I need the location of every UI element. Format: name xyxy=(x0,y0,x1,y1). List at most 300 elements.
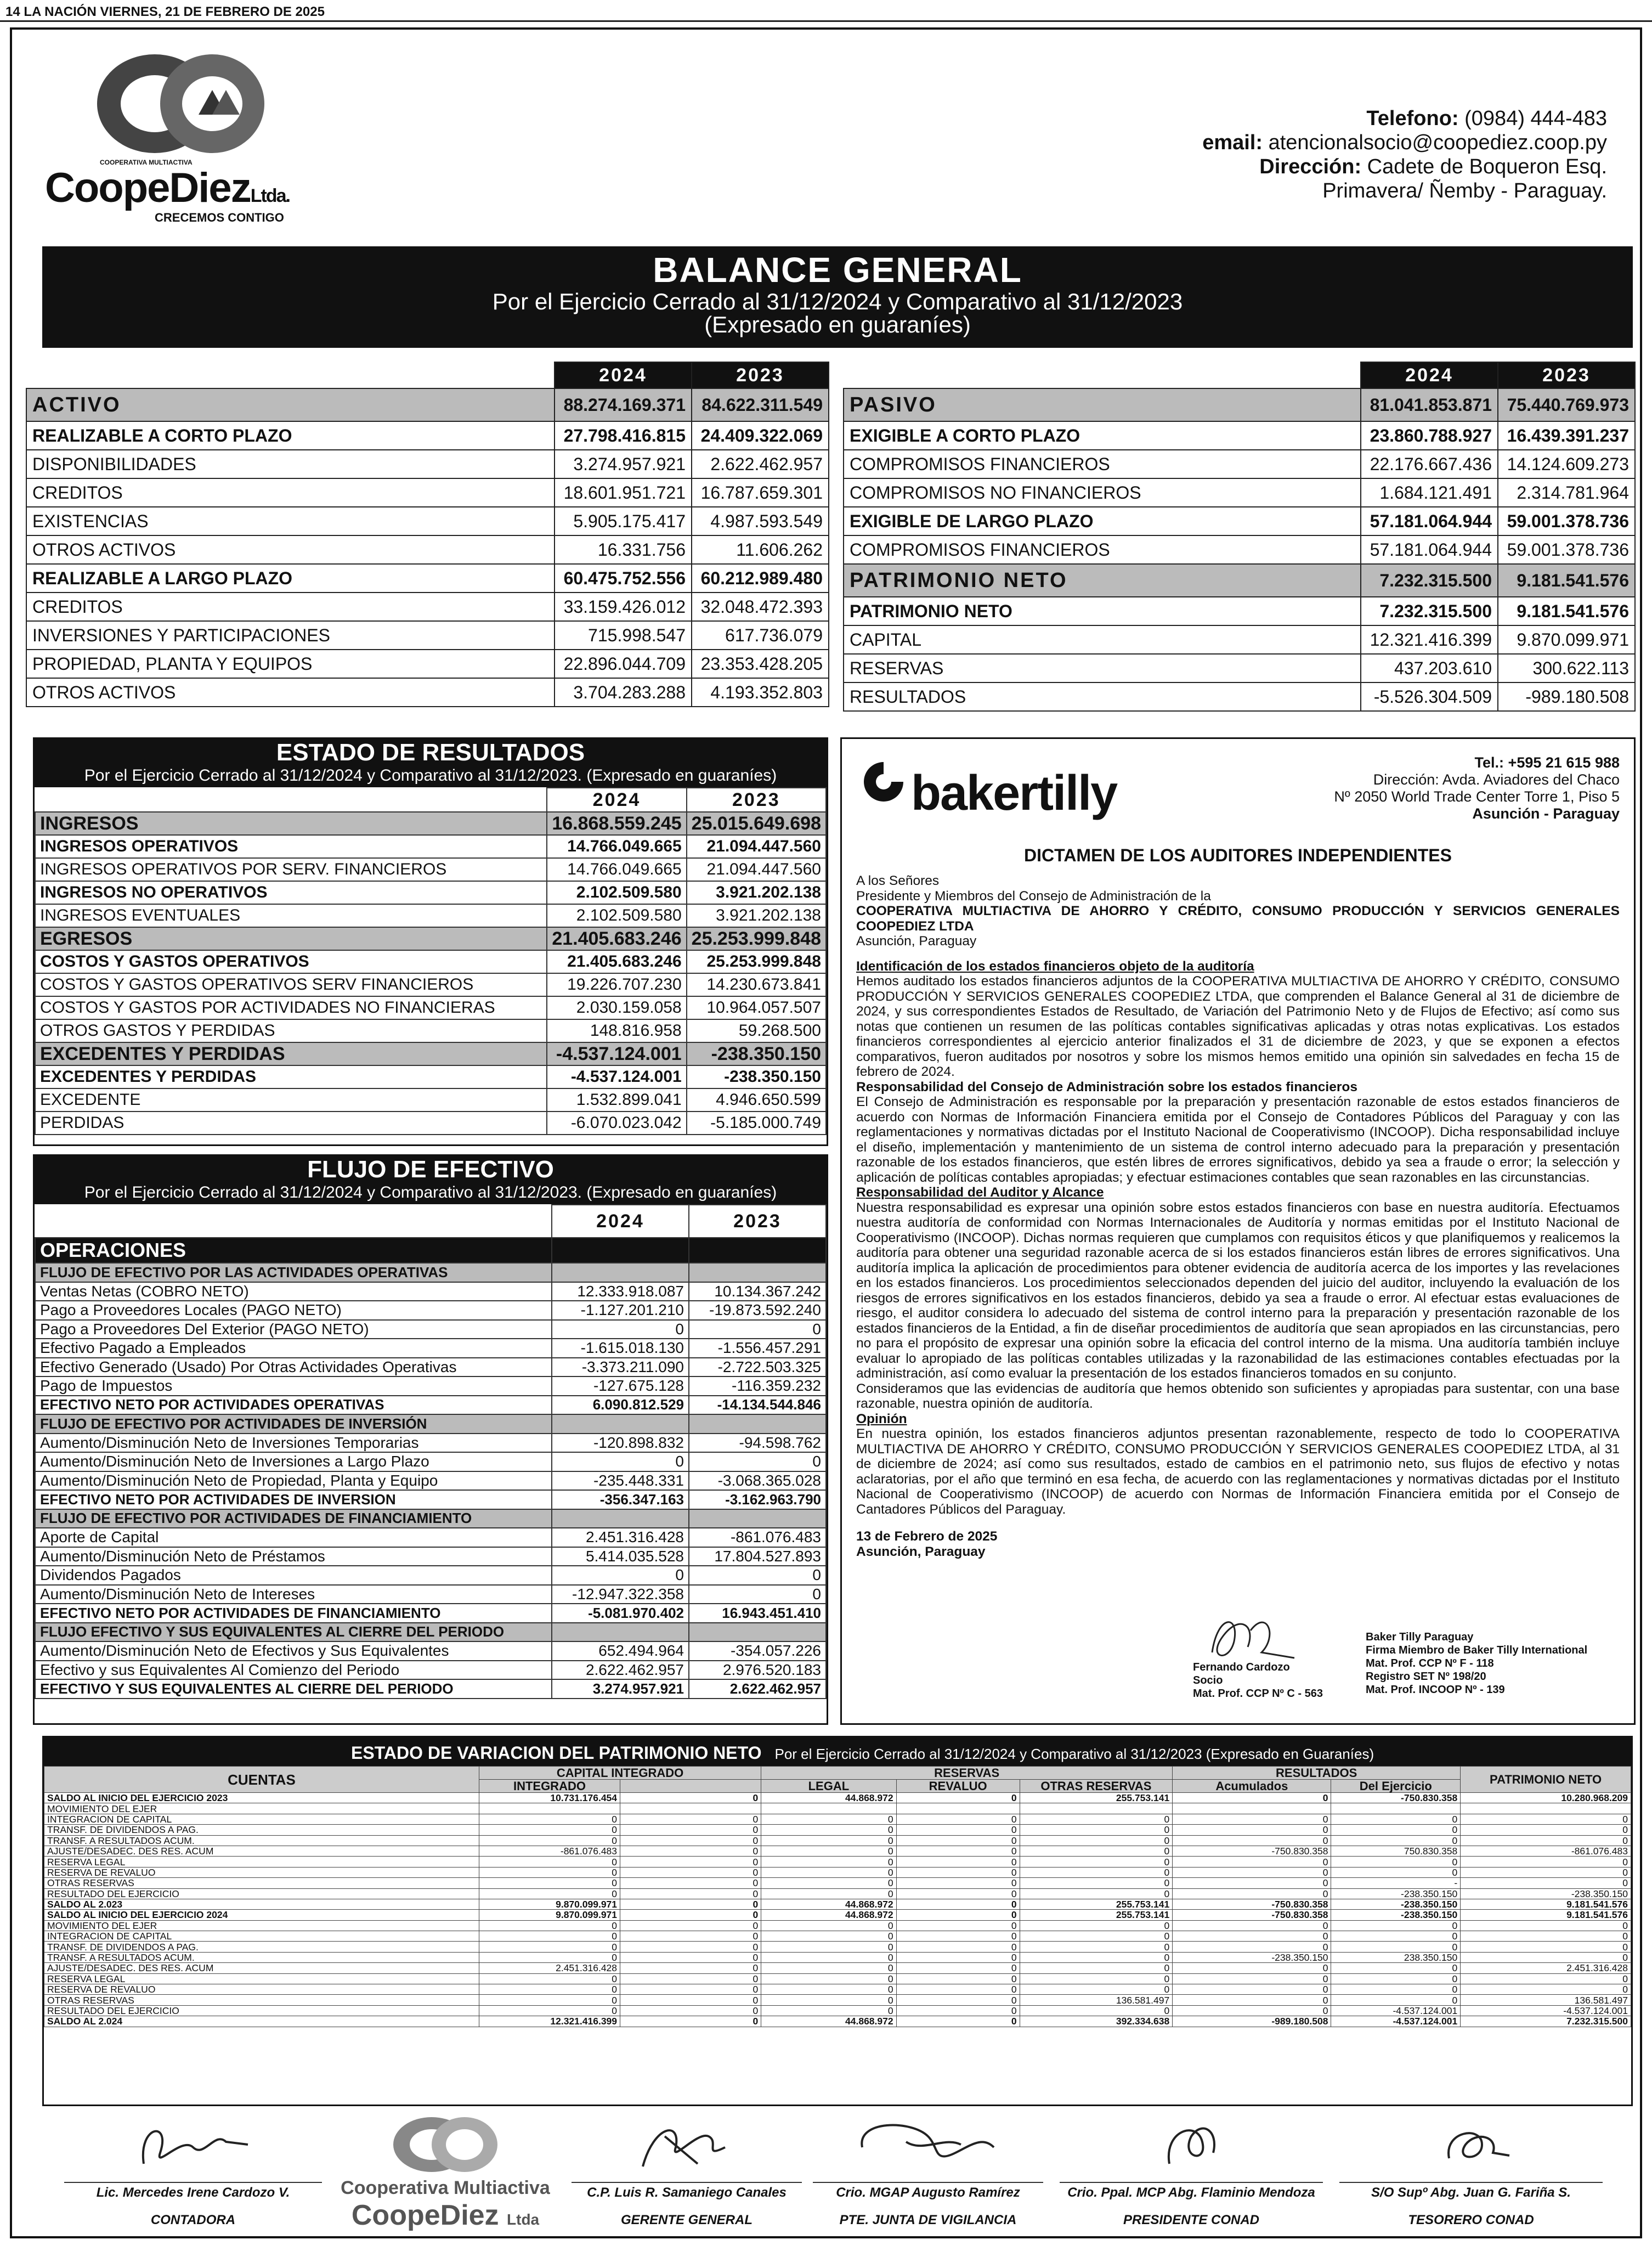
resultados-row-10-2024: -4.537.124.001 xyxy=(547,1042,686,1065)
variacion-row-2-col-2: 0 xyxy=(761,1814,896,1824)
flujo-row-9-2024: -120.898.832 xyxy=(552,1434,689,1453)
resultados-row-0-label: INGRESOS xyxy=(35,812,547,835)
pasivo-panel xyxy=(843,362,1636,712)
flujo-row-10 xyxy=(35,1452,826,1471)
variacion-row-7-col-4: 0 xyxy=(1020,1867,1173,1877)
flujo-row-11 xyxy=(35,1471,826,1491)
variacion-row-10-col-4: 255.753.141 xyxy=(1020,1899,1173,1909)
balance-subtitle: Por el Ejercicio Cerrado al 31/12/2024 y Comparativo al 31/12/2023 xyxy=(492,289,1183,314)
auditor-heading-1: Identificación de los estados financieros objeto de la auditoría xyxy=(856,958,1254,974)
activo-row-9-2023: 4.193.352.803 xyxy=(692,678,829,707)
auditor-title: DICTAMEN DE LOS AUDITORES INDEPENDIENTES xyxy=(1024,845,1452,865)
variacion-row-2-col-0: 0 xyxy=(479,1814,620,1824)
variacion-row-18-col-3: 0 xyxy=(896,1984,1020,1995)
variacion-row-1-label: MOVIMIENTO DEL EJER xyxy=(44,1803,479,1814)
resultados-title: ESTADO DE RESULTADOS xyxy=(276,739,585,766)
variacion-row-14-col-5: 0 xyxy=(1173,1942,1331,1952)
pasivo-table xyxy=(843,362,1636,712)
pasivo-year-2023: 2023 xyxy=(1498,362,1635,388)
variacion-row-8-col-1: 0 xyxy=(620,1878,761,1888)
resultados-row-5-2023: 25.253.999.848 xyxy=(687,927,826,950)
variacion-row-16-col-5: 0 xyxy=(1173,1963,1331,1973)
flujo-row-19 xyxy=(35,1623,826,1642)
signature-presidente-role: PRESIDENTE CONAD xyxy=(1123,2213,1260,2227)
variacion-row-9-label: RESULTADO DEL EJERCICIO xyxy=(44,1888,479,1899)
variacion-row-2-col-3: 0 xyxy=(896,1814,1020,1824)
activo-title: ACTIVO xyxy=(26,388,555,421)
flujo-row-0-2023 xyxy=(689,1263,826,1282)
flujo-row-6 xyxy=(35,1376,826,1396)
activo-row-2-2023: 16.787.659.301 xyxy=(692,478,829,507)
variacion-row-18-col-6: 0 xyxy=(1331,1984,1461,1995)
flujo-row-13-2024 xyxy=(552,1509,689,1528)
resultados-year-2023: 2023 xyxy=(687,788,826,812)
variacion-row-13-col-2: 0 xyxy=(761,1931,896,1942)
variacion-row-0-col-2: 44.868.972 xyxy=(761,1793,896,1803)
activo-row-3-label: EXISTENCIAS xyxy=(26,507,555,535)
resultados-row-4 xyxy=(35,904,826,927)
variacion-row-19 xyxy=(44,1995,1631,2005)
activo-row-5-2024: 60.475.752.556 xyxy=(555,564,692,593)
variacion-row-10-col-5: -750.830.358 xyxy=(1173,1899,1331,1909)
variacion-header-cuentas: CUENTAS xyxy=(44,1767,479,1793)
resultados-row-1-2024: 14.766.049.665 xyxy=(547,835,686,858)
flujo-row-13 xyxy=(35,1509,826,1528)
variacion-row-19-col-6: 0 xyxy=(1331,1995,1461,2005)
variacion-row-11-col-0: 9.870.099.971 xyxy=(479,1910,620,1920)
variacion-row-19-col-0: 0 xyxy=(479,1995,620,2005)
variacion-row-19-col-4: 136.581.497 xyxy=(1020,1995,1173,2005)
flujo-row-6-label: Pago de Impuestos xyxy=(35,1376,552,1396)
variacion-row-6 xyxy=(44,1857,1631,1867)
flujo-row-10-2023: 0 xyxy=(689,1452,826,1471)
variacion-row-1-col-6 xyxy=(1331,1803,1461,1814)
auditor-firm-incoop: Mat. Prof. INCOOP Nº - 139 xyxy=(1366,1684,1505,1696)
variacion-row-7 xyxy=(44,1867,1631,1877)
variacion-row-4-col-7: 0 xyxy=(1461,1835,1631,1846)
flujo-row-7-label: EFECTIVO NETO POR ACTIVIDADES OPERATIVAS xyxy=(35,1396,552,1415)
variacion-row-4 xyxy=(44,1835,1631,1846)
resultados-row-5-2024: 21.405.683.246 xyxy=(547,927,686,950)
activo-total-2023: 84.622.311.549 xyxy=(692,388,829,421)
flujo-row-12-2024: -356.347.163 xyxy=(552,1490,689,1509)
activo-row-6-2024: 33.159.426.012 xyxy=(555,593,692,621)
activo-row-4-2024: 16.331.756 xyxy=(555,535,692,564)
variacion-row-14-col-0: 0 xyxy=(479,1942,620,1952)
variacion-row-0-col-4: 255.753.141 xyxy=(1020,1793,1173,1803)
resultados-row-9-label: OTROS GASTOS Y PERDIDAS xyxy=(35,1019,547,1042)
page-header: 14 LA NACIÓN VIERNES, 21 DE FEBRERO DE 2025 xyxy=(0,0,1652,22)
variacion-row-8-label: OTRAS RESERVAS xyxy=(44,1878,479,1888)
document-frame xyxy=(10,27,1642,2238)
auditor-salutation2: Presidente y Miembros del Consejo de Administración de la xyxy=(856,888,1211,904)
variacion-row-20-col-4: 0 xyxy=(1020,2005,1173,2016)
variacion-row-0-col-6: -750.830.358 xyxy=(1331,1793,1461,1803)
variacion-row-21-col-6: -4.537.124.001 xyxy=(1331,2016,1461,2027)
activo-row-2-label: CREDITOS xyxy=(26,478,555,507)
activo-row-6-2023: 32.048.472.393 xyxy=(692,593,829,621)
patrimonio-total-2023: 9.181.541.576 xyxy=(1498,564,1635,597)
variacion-row-15-col-0: 0 xyxy=(479,1952,620,1962)
variacion-row-8 xyxy=(44,1878,1631,1888)
flujo-row-9-label: Aumento/Disminución Neto de Inversiones Temporarias xyxy=(35,1434,552,1453)
flujo-row-19-label: FLUJO EFECTIVO Y SUS EQUIVALENTES AL CIERRE DEL PERIODO xyxy=(35,1623,552,1642)
variacion-row-12-col-2: 0 xyxy=(761,1920,896,1931)
flujo-row-6-2024: -127.675.128 xyxy=(552,1376,689,1396)
flujo-row-1-label: Ventas Netas (COBRO NETO) xyxy=(35,1282,552,1301)
pasivo-row-3-label: EXIGIBLE DE LARGO PLAZO xyxy=(844,507,1361,535)
variacion-row-3-col-3: 0 xyxy=(896,1825,1020,1835)
variacion-subtitle: Por el Ejercicio Cerrado al 31/12/2024 y Comparativo al 31/12/2023 (Expresado en Guaraníes) xyxy=(774,1746,1374,1762)
variacion-row-8-col-7: 0 xyxy=(1461,1878,1631,1888)
signature-contadora-icon xyxy=(122,2114,264,2175)
flujo-row-3 xyxy=(35,1320,826,1339)
variacion-row-18-col-0: 0 xyxy=(479,1984,620,1995)
variacion-row-20-col-6: -4.537.124.001 xyxy=(1331,2005,1461,2016)
patrimonio-row-3-label: RESULTADOS xyxy=(844,682,1361,711)
variacion-row-18-col-5: 0 xyxy=(1173,1984,1331,1995)
flujo-row-16-label: Dividendos Pagados xyxy=(35,1566,552,1585)
auditor-addr3: Asunción - Paraguay xyxy=(1472,805,1620,822)
variacion-row-11-col-5: -750.830.358 xyxy=(1173,1910,1331,1920)
variacion-row-17-col-5: 0 xyxy=(1173,1973,1331,1984)
stamp-logo-icon xyxy=(391,2114,500,2175)
activo-row-7-2023: 617.736.079 xyxy=(692,621,829,650)
activo-row-0-2023: 24.409.322.069 xyxy=(692,421,829,450)
pasivo-total-2023: 75.440.769.973 xyxy=(1498,388,1635,421)
resultados-row-8-label: COSTOS Y GASTOS POR ACTIVIDADES NO FINANCIERAS xyxy=(35,996,547,1019)
variacion-row-6-col-6: 0 xyxy=(1331,1857,1461,1867)
signature-tesorero-icon xyxy=(1422,2114,1520,2175)
variacion-row-6-col-4: 0 xyxy=(1020,1857,1173,1867)
variacion-row-3-col-0: 0 xyxy=(479,1825,620,1835)
email-label: email: xyxy=(1202,131,1263,154)
resultados-row-11-2023: -238.350.150 xyxy=(687,1065,826,1088)
variacion-row-13-col-3: 0 xyxy=(896,1931,1020,1942)
bakertilly-brand: bakertilly xyxy=(911,766,1117,821)
variacion-row-19-col-7: 136.581.497 xyxy=(1461,1995,1631,2005)
stamp-line3: Ltda xyxy=(507,2211,540,2228)
variacion-row-12-col-6: 0 xyxy=(1331,1920,1461,1931)
patrimonio-row-2-2024: 437.203.610 xyxy=(1361,654,1498,682)
variacion-row-5-col-5: -750.830.358 xyxy=(1173,1846,1331,1856)
variacion-header-capital: CAPITAL INTEGRADO xyxy=(479,1767,761,1780)
variacion-row-6-col-7: 0 xyxy=(1461,1857,1631,1867)
resultados-row-0-2023: 25.015.649.698 xyxy=(687,812,826,835)
address-line1: Cadete de Boqueron Esq. xyxy=(1361,155,1607,178)
variacion-row-13-col-4: 0 xyxy=(1020,1931,1173,1942)
variacion-row-5-col-2: 0 xyxy=(761,1846,896,1856)
variacion-row-17-col-0: 0 xyxy=(479,1973,620,1984)
variacion-row-14-col-2: 0 xyxy=(761,1942,896,1952)
resultados-subtitle: Por el Ejercicio Cerrado al 31/12/2024 y Comparativo al 31/12/2023. (Expresado en guaraníes) xyxy=(84,766,777,785)
resultados-row-1-label: INGRESOS OPERATIVOS xyxy=(35,835,547,858)
variacion-row-1-col-3 xyxy=(896,1803,1020,1814)
variacion-row-12 xyxy=(44,1920,1631,1931)
pasivo-title: PASIVO xyxy=(844,388,1361,421)
flujo-row-18-2024: -5.081.970.402 xyxy=(552,1604,689,1623)
variacion-row-4-label: TRANSF. A RESULTADOS ACUM. xyxy=(44,1835,479,1846)
flujo-row-15-2023: 17.804.527.893 xyxy=(689,1547,826,1566)
flujo-row-14-2024: 2.451.316.428 xyxy=(552,1528,689,1547)
variacion-row-8-col-4: 0 xyxy=(1020,1878,1173,1888)
flujo-row-17 xyxy=(35,1585,826,1604)
patrimonio-row-3-2024: -5.526.304.509 xyxy=(1361,682,1498,711)
auditor-paragraph-4: En nuestra opinión, los estados financieros adjuntos presentan razonablemente, respecto de todo lo COOPERATIVA MULTIACTIVA DE AHORRO Y CRÉDITO, CONSUMO PRODUCCIÓN Y SERVICIOS GENERALES COOPEDIEZ LTDA, al 31 de diciembre de 2024; así como sus resultados, estado de cambios en el patrimonio neto, sus flujos de efectivo y notas aclaratorias, por el año que terminó en esa fecha, de acuerdo con las reglamentaciones y normativas dictadas por el Instituto Nacional de Cooperativismo (INCOOP) de acuerdo con Normas de Información Financiera emitida por el Consejo de Cantadores Públicos del Paraguay. xyxy=(856,1426,1620,1517)
variacion-row-9-col-3: 0 xyxy=(896,1888,1020,1899)
activo-row-0-2024: 27.798.416.815 xyxy=(555,421,692,450)
pasivo-year-2024: 2024 xyxy=(1361,362,1498,388)
resultados-row-8 xyxy=(35,996,826,1019)
variacion-row-0 xyxy=(44,1793,1631,1803)
auditor-heading-3: Responsabilidad del Auditor y Alcance xyxy=(856,1185,1104,1200)
variacion-row-13 xyxy=(44,1931,1631,1942)
auditor-firm-member: Firma Miembro de Baker Tilly International xyxy=(1366,1644,1588,1656)
patrimonio-row-0-label: PATRIMONIO NETO xyxy=(844,597,1361,625)
variacion-row-4-col-4: 0 xyxy=(1020,1835,1173,1846)
pasivo-row-2-label: COMPROMISOS NO FINANCIEROS xyxy=(844,478,1361,507)
flujo-row-15-label: Aumento/Disminución Neto de Préstamos xyxy=(35,1547,552,1566)
flujo-row-11-2023: -3.068.365.028 xyxy=(689,1471,826,1491)
activo-row-0-label: REALIZABLE A CORTO PLAZO xyxy=(26,421,555,450)
resultados-row-2-label: INGRESOS OPERATIVOS POR SERV. FINANCIEROS xyxy=(35,858,547,881)
variacion-row-7-label: RESERVA DE REVALUO xyxy=(44,1867,479,1877)
variacion-row-9-col-2: 0 xyxy=(761,1888,896,1899)
variacion-row-13-col-6: 0 xyxy=(1331,1931,1461,1942)
variacion-row-16-col-1: 0 xyxy=(620,1963,761,1973)
signature-gerente-icon xyxy=(615,2114,758,2175)
balance-title: BALANCE GENERAL xyxy=(653,250,1022,290)
pasivo-row-1 xyxy=(844,450,1635,478)
flujo-row-16 xyxy=(35,1566,826,1585)
flujo-row-22-label: EFECTIVO Y SUS EQUIVALENTES AL CIERRE DEL PERIODO xyxy=(35,1679,552,1699)
flujo-row-3-2023: 0 xyxy=(689,1320,826,1339)
flujo-row-17-2024: -12.947.322.358 xyxy=(552,1585,689,1604)
signature-vigilancia xyxy=(813,2114,1043,2228)
flujo-row-14-2023: -861.076.483 xyxy=(689,1528,826,1547)
coopediez-stamp xyxy=(319,2114,572,2230)
variacion-row-5-col-4: 0 xyxy=(1020,1846,1173,1856)
auditor-heading-4: Opinión xyxy=(856,1411,907,1426)
variacion-row-9 xyxy=(44,1888,1631,1899)
activo-row-7-2024: 715.998.547 xyxy=(555,621,692,650)
flujo-row-7-2024: 6.090.812.529 xyxy=(552,1396,689,1415)
flujo-row-12-2023: -3.162.963.790 xyxy=(689,1490,826,1509)
patrimonio-row-1-label: CAPITAL xyxy=(844,625,1361,654)
variacion-row-13-col-5: 0 xyxy=(1173,1931,1331,1942)
activo-row-9 xyxy=(26,678,829,707)
flujo-row-1-2024: 12.333.918.087 xyxy=(552,1282,689,1301)
auditor-tel: Tel.: +595 21 615 988 xyxy=(1474,754,1620,771)
pasivo-row-4-2024: 57.181.064.944 xyxy=(1361,535,1498,564)
variacion-row-9-col-7: -238.350.150 xyxy=(1461,1888,1631,1899)
activo-row-3-2023: 4.987.593.549 xyxy=(692,507,829,535)
variacion-row-7-col-7: 0 xyxy=(1461,1867,1631,1877)
variacion-row-11-label: SALDO AL INICIO DEL EJERCICIO 2024 xyxy=(44,1910,479,1920)
pasivo-row-0-2024: 23.860.788.927 xyxy=(1361,421,1498,450)
patrimonio-row-1-2024: 12.321.416.399 xyxy=(1361,625,1498,654)
flujo-row-4-2024: -1.615.018.130 xyxy=(552,1339,689,1358)
auditor-entity: COOPERATIVA MULTIACTIVA DE AHORRO Y CRÉDITO, CONSUMO PRODUCCIÓN Y SERVICIOS GENERALES COOPEDIEZ LTDA xyxy=(856,904,1620,934)
variacion-row-20-col-3: 0 xyxy=(896,2005,1020,2016)
pasivo-row-4-label: COMPROMISOS FINANCIEROS xyxy=(844,535,1361,564)
variacion-header-revaluo: REVALUO xyxy=(896,1780,1020,1793)
variacion-row-11-col-2: 44.868.972 xyxy=(761,1910,896,1920)
variacion-row-18-col-2: 0 xyxy=(761,1984,896,1995)
variacion-row-10-col-2: 44.868.972 xyxy=(761,1899,896,1909)
variacion-row-13-label: INTEGRACION DE CAPITAL xyxy=(44,1931,479,1942)
auditor-city: Asunción, Paraguay xyxy=(856,934,977,949)
variacion-row-20-col-1: 0 xyxy=(620,2005,761,2016)
resultados-row-3-2024: 2.102.509.580 xyxy=(547,881,686,904)
resultados-row-11-2024: -4.537.124.001 xyxy=(547,1065,686,1088)
variacion-row-6-col-3: 0 xyxy=(896,1857,1020,1867)
variacion-row-17-col-1: 0 xyxy=(620,1973,761,1984)
variacion-row-7-col-0: 0 xyxy=(479,1867,620,1877)
activo-total-2024: 88.274.169.371 xyxy=(555,388,692,421)
flujo-row-21-2023: 2.976.520.183 xyxy=(689,1661,826,1680)
variacion-row-8-col-6: - xyxy=(1331,1878,1461,1888)
variacion-row-1-col-1 xyxy=(620,1803,761,1814)
variacion-row-18-col-1: 0 xyxy=(620,1984,761,1995)
signature-contadora-role: CONTADORA xyxy=(150,2213,236,2227)
variacion-row-1-col-0 xyxy=(479,1803,620,1814)
resultados-row-10 xyxy=(35,1042,826,1065)
resultados-row-1 xyxy=(35,835,826,858)
flujo-row-18 xyxy=(35,1604,826,1623)
pasivo-row-2 xyxy=(844,478,1635,507)
flujo-row-11-2024: -235.448.331 xyxy=(552,1471,689,1491)
resultados-row-12-2024: 1.532.899.041 xyxy=(547,1088,686,1112)
resultados-row-3 xyxy=(35,881,826,904)
activo-row-8-2024: 22.896.044.709 xyxy=(555,650,692,678)
pasivo-total-2024: 81.041.853.871 xyxy=(1361,388,1498,421)
variacion-row-5-col-6: 750.830.358 xyxy=(1331,1846,1461,1856)
auditor-heading-2: Responsabilidad del Consejo de Administración sobre los estados financieros xyxy=(856,1079,1357,1094)
variacion-row-15 xyxy=(44,1952,1631,1962)
variacion-row-20-col-0: 0 xyxy=(479,2005,620,2016)
variacion-row-10-col-7: 9.181.541.576 xyxy=(1461,1899,1631,1909)
variacion-row-3-col-4: 0 xyxy=(1020,1825,1173,1835)
flujo-row-4-2023: -1.556.457.291 xyxy=(689,1339,826,1358)
activo-table xyxy=(26,362,829,707)
variacion-row-20-label: RESULTADO DEL EJERCICIO xyxy=(44,2005,479,2016)
flujo-row-13-2023 xyxy=(689,1509,826,1528)
auditor-body xyxy=(856,873,1620,1559)
resultados-row-3-label: INGRESOS NO OPERATIVOS xyxy=(35,881,547,904)
variacion-row-19-col-1: 0 xyxy=(620,1995,761,2005)
activo-row-3-2024: 5.905.175.417 xyxy=(555,507,692,535)
flujo-row-12-label: EFECTIVO NETO POR ACTIVIDADES DE INVERSION xyxy=(35,1490,552,1509)
flujo-subtitle: Por el Ejercicio Cerrado al 31/12/2024 y Comparativo al 31/12/2023. (Expresado en guaraníes) xyxy=(84,1183,777,1201)
variacion-row-15-label: TRANSF. A RESULTADOS ACUM. xyxy=(44,1952,479,1962)
resultados-row-4-2024: 2.102.509.580 xyxy=(547,904,686,927)
flujo-row-14-label: Aporte de Capital xyxy=(35,1528,552,1547)
variacion-row-18-label: RESERVA DE REVALUO xyxy=(44,1984,479,1995)
auditor-date-city: Asunción, Paraguay xyxy=(856,1544,986,1559)
variacion-row-21-col-4: 392.334.638 xyxy=(1020,2016,1173,2027)
resultados-row-12 xyxy=(35,1088,826,1112)
signature-gerente-role: GERENTE GENERAL xyxy=(620,2213,753,2227)
variacion-row-3-col-7: 0 xyxy=(1461,1825,1631,1835)
variacion-row-12-col-5: 0 xyxy=(1173,1920,1331,1931)
variacion-row-17-label: RESERVA LEGAL xyxy=(44,1973,479,1984)
variacion-row-3-col-2: 0 xyxy=(761,1825,896,1835)
variacion-row-2-col-1: 0 xyxy=(620,1814,761,1824)
variacion-row-6-col-2: 0 xyxy=(761,1857,896,1867)
activo-row-5-label: REALIZABLE A LARGO PLAZO xyxy=(26,564,555,593)
variacion-row-17-col-7: 0 xyxy=(1461,1973,1631,1984)
logo-name: CoopeDiez xyxy=(45,165,251,211)
variacion-row-18-col-4: 0 xyxy=(1020,1984,1173,1995)
activo-row-6 xyxy=(26,593,829,621)
pasivo-row-1-2024: 22.176.667.436 xyxy=(1361,450,1498,478)
auditor-panel xyxy=(840,737,1636,1725)
variacion-row-21-col-3: 0 xyxy=(896,2016,1020,2027)
flujo-row-5 xyxy=(35,1358,826,1377)
bakertilly-logo-icon xyxy=(862,760,906,804)
activo-row-0 xyxy=(26,421,829,450)
activo-row-2 xyxy=(26,478,829,507)
activo-row-5-2023: 60.212.989.480 xyxy=(692,564,829,593)
resultados-row-13-label: PERDIDAS xyxy=(35,1112,547,1135)
variacion-row-20-col-2: 0 xyxy=(761,2005,896,2016)
resultados-row-4-2023: 3.921.202.138 xyxy=(687,904,826,927)
variacion-row-16-col-4: 0 xyxy=(1020,1963,1173,1973)
auditor-date: 13 de Febrero de 2025 xyxy=(856,1529,998,1544)
variacion-row-4-col-5: 0 xyxy=(1173,1835,1331,1846)
email-value: atencionalsocio@coopediez.coop.py xyxy=(1263,131,1607,154)
flujo-title: FLUJO DE EFECTIVO xyxy=(307,1156,554,1183)
variacion-header-legal: LEGAL xyxy=(761,1780,896,1793)
flujo-row-22 xyxy=(35,1679,826,1699)
flujo-row-19-2024 xyxy=(552,1623,689,1642)
signatures-area xyxy=(12,2114,1644,2235)
flujo-row-11-label: Aumento/Disminución Neto de Propiedad, Planta y Equipo xyxy=(35,1471,552,1491)
activo-row-8 xyxy=(26,650,829,678)
flujo-row-0-label: FLUJO DE EFECTIVO POR LAS ACTIVIDADES OPERATIVAS xyxy=(35,1263,552,1282)
flujo-row-5-2023: -2.722.503.325 xyxy=(689,1358,826,1377)
variacion-row-6-label: RESERVA LEGAL xyxy=(44,1857,479,1867)
balance-banner xyxy=(42,246,1633,348)
variacion-row-16-label: AJUSTE/DESADEC. DES RES. ACUM xyxy=(44,1963,479,1973)
balance-note: (Expresado en guaraníes) xyxy=(704,312,971,337)
flujo-row-1-2023: 10.134.367.242 xyxy=(689,1282,826,1301)
variacion-row-13-col-7: 0 xyxy=(1461,1931,1631,1942)
pasivo-row-4 xyxy=(844,535,1635,564)
activo-row-9-2024: 3.704.283.288 xyxy=(555,678,692,707)
variacion-header-ejercicio: Del Ejercicio xyxy=(1331,1780,1461,1793)
variacion-row-4-col-6: 0 xyxy=(1331,1835,1461,1846)
variacion-row-21-col-1: 0 xyxy=(620,2016,761,2027)
patrimonio-title: PATRIMONIO NETO xyxy=(844,564,1361,597)
resultados-row-0 xyxy=(35,812,826,835)
activo-row-1 xyxy=(26,450,829,478)
variacion-row-2-label: INTEGRACION DE CAPITAL xyxy=(44,1814,479,1824)
patrimonio-row-0 xyxy=(844,597,1635,625)
resultados-row-7-2024: 19.226.707.230 xyxy=(547,973,686,996)
variacion-row-19-col-3: 0 xyxy=(896,1995,1020,2005)
patrimonio-row-3 xyxy=(844,682,1635,711)
resultados-row-11 xyxy=(35,1065,826,1088)
variacion-row-11-col-4: 255.753.141 xyxy=(1020,1910,1173,1920)
auditor-signer-role: Socio xyxy=(1193,1674,1223,1686)
flujo-row-21-2024: 2.622.462.957 xyxy=(552,1661,689,1680)
variacion-row-11 xyxy=(44,1910,1631,1920)
coopediez-logo-icon xyxy=(94,52,270,156)
variacion-header-resultados: RESULTADOS xyxy=(1173,1767,1461,1780)
flujo-row-2-label: Pago a Proveedores Locales (PAGO NETO) xyxy=(35,1301,552,1320)
